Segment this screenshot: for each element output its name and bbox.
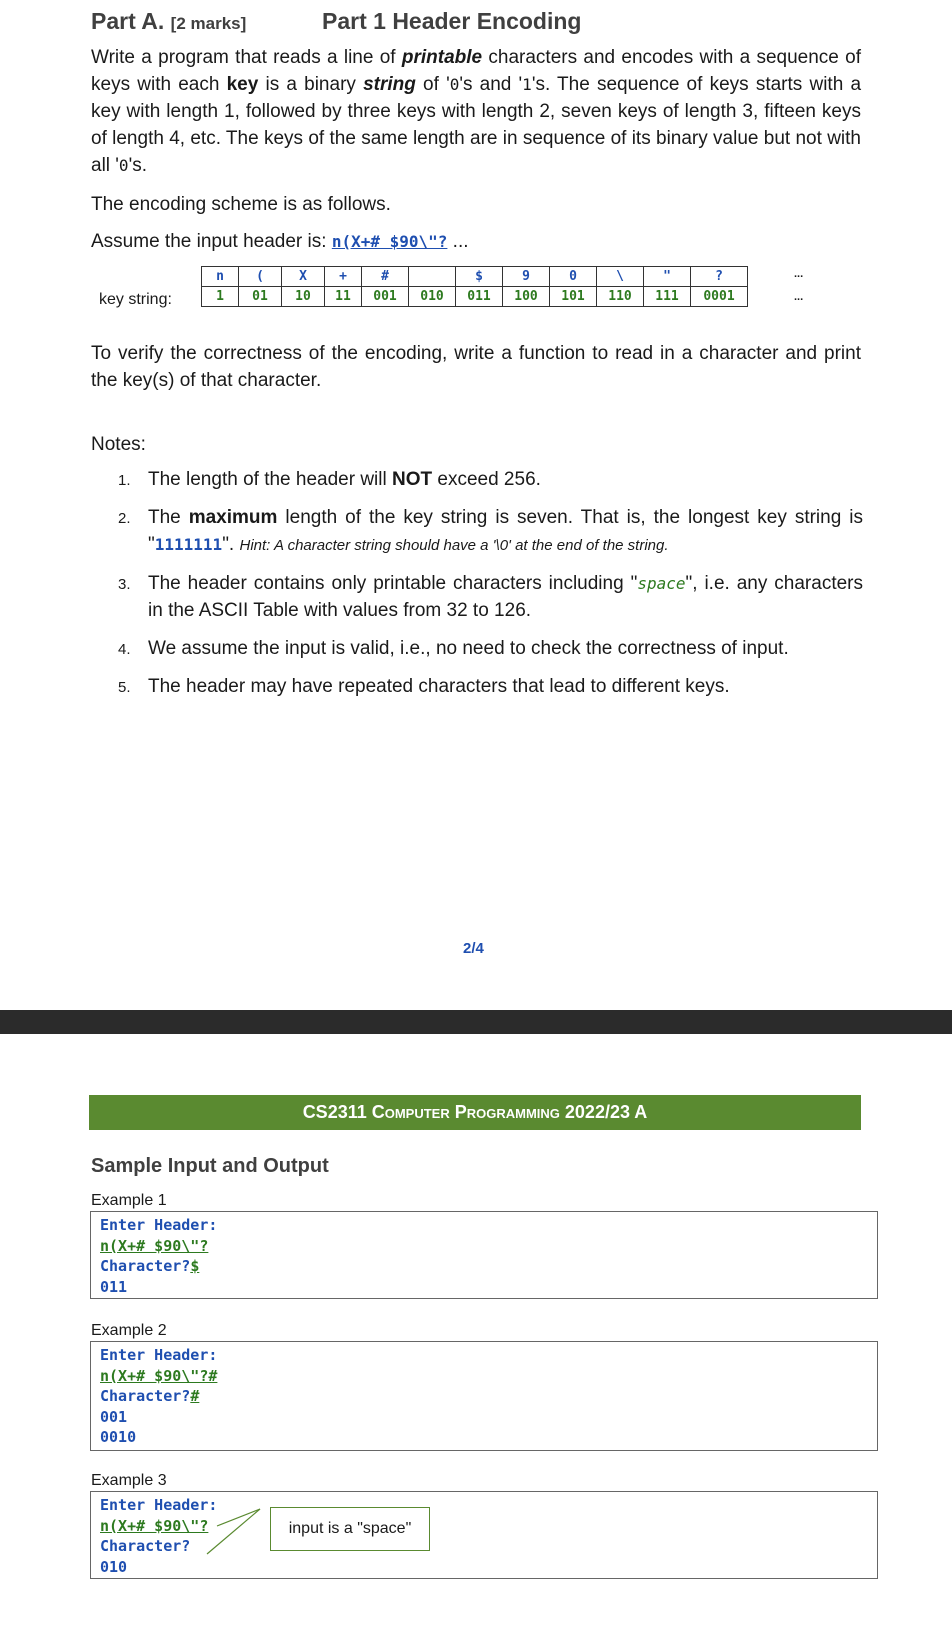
space-callout: input is a "space" <box>270 1507 430 1551</box>
note-item: 3. The header contains only printable characters including "space", i.e. any characters in the ASCII Table with values from 32 to 126. <box>118 573 863 621</box>
key-cell: 0001 <box>691 287 748 307</box>
example-label: Example 2 <box>91 1322 167 1339</box>
scheme-text: The encoding scheme is as follows. <box>91 194 391 215</box>
char-cell: n <box>202 267 239 287</box>
key-cell: 111 <box>644 287 691 307</box>
part-title: Part 1 Header Encoding <box>322 8 582 34</box>
table-ellipsis-top: ... <box>794 268 804 280</box>
example-label: Example 3 <box>91 1472 167 1489</box>
key-cell: 110 <box>597 287 644 307</box>
part-text: Part A. <box>91 8 165 34</box>
sample-heading: Sample Input and Output <box>91 1155 329 1177</box>
char-cell: 0 <box>550 267 597 287</box>
callout-connector <box>200 1500 280 1560</box>
intro-paragraph: Write a program that reads a line of printable characters and encodes with a sequence of keys with each key is a binary string of '0's and '1's. The sequence of keys starts with a key with length 1, followed by three keys with length 2, seven keys of length 3, fifteen keys of length 4, etc. The keys of the same length are in sequence of its binary value but not with all '0's. <box>91 47 862 176</box>
note-item: 1. The length of the header will NOT exceed 256. <box>118 469 541 490</box>
part-label <box>91 8 246 35</box>
key-table-keys-row <box>202 287 748 307</box>
key-cell: 010 <box>409 287 456 307</box>
key-cell: 101 <box>550 287 597 307</box>
example-console: Enter Header: n(X+# $90\"? Character?$ 011 <box>90 1211 878 1299</box>
char-cell: ? <box>691 267 748 287</box>
page-number: 2/4 <box>463 940 484 957</box>
example-console: Enter Header: n(X+# $90\"?# Character?# 001 0010 <box>90 1341 878 1451</box>
key-cell: 001 <box>362 287 409 307</box>
key-cell: 1 <box>202 287 239 307</box>
note-item: 4. We assume the input is valid, i.e., no need to check the correctness of input. <box>118 638 789 659</box>
example-console: Enter Header: n(X+# $90\"? Character? 010 <box>90 1491 878 1579</box>
page-divider <box>0 1010 952 1034</box>
char-cell: # <box>362 267 409 287</box>
note-item: 2. The maximum length of the key string is seven. That is, the longest key string is "1111111". Hint: A character string should have a '\0' at the end of the string. <box>118 507 863 555</box>
char-cell: " <box>644 267 691 287</box>
note-item: 5. The header may have repeated characters that lead to different keys. <box>118 676 730 697</box>
verify-paragraph: To verify the correctness of the encoding, write a function to read in a character and print the key(s) of that character. <box>91 343 861 391</box>
notes-list <box>118 466 863 700</box>
char-cell: 9 <box>503 267 550 287</box>
char-cell: + <box>325 267 362 287</box>
key-cell: 01 <box>239 287 282 307</box>
key-cell: 10 <box>282 287 325 307</box>
key-cell: 11 <box>325 287 362 307</box>
key-string-label: key string: <box>99 291 172 308</box>
char-cell: ( <box>239 267 282 287</box>
marks-text: [2 marks] <box>170 14 247 33</box>
char-cell: $ <box>456 267 503 287</box>
notes-heading: Notes: <box>91 434 146 455</box>
example-label: Example 1 <box>91 1192 167 1209</box>
assume-line: Assume the input header is: n(X+# $90\"? ... <box>91 231 469 252</box>
connector-line <box>217 1509 260 1526</box>
key-table <box>201 266 748 307</box>
char-cell: \ <box>597 267 644 287</box>
connector-line <box>207 1509 260 1554</box>
char-cell: X <box>282 267 325 287</box>
char-cell <box>409 267 456 287</box>
key-cell: 100 <box>503 287 550 307</box>
key-cell: 011 <box>456 287 503 307</box>
assume-header-value: n(X+# $90\"? <box>331 232 448 251</box>
key-table-chars-row <box>202 267 748 287</box>
course-banner: CS2311 Computer Programming 2022/23 A <box>89 1095 861 1130</box>
table-ellipsis-bottom: ... <box>794 291 804 303</box>
